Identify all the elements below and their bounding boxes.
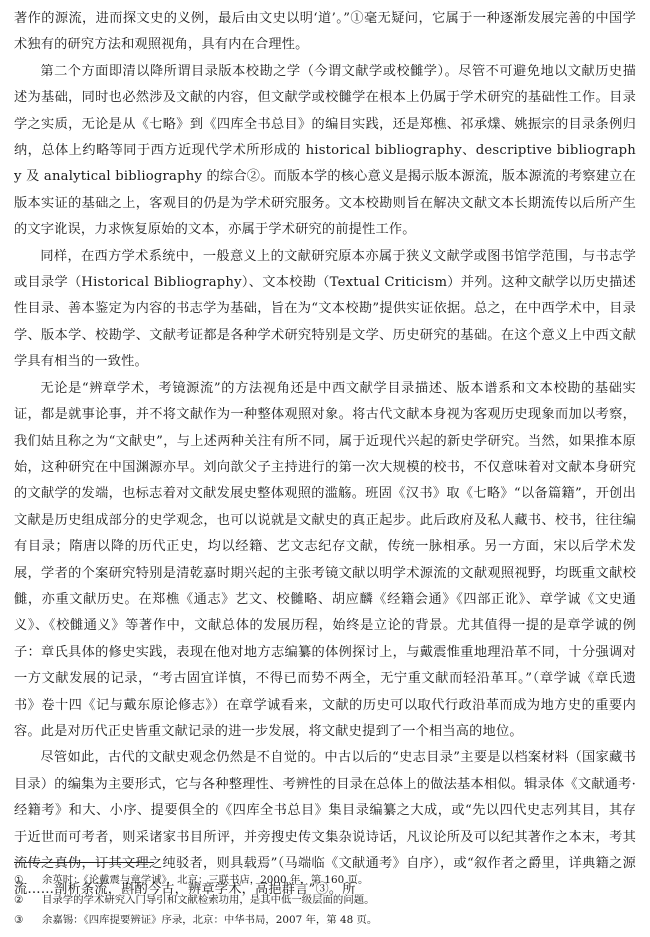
footnote-text: 余嘉锡：《四库提要辨证》序录，北京：中华书局，2007 年，第 48 页。 <box>42 914 378 926</box>
footnote-divider <box>14 862 154 863</box>
footnote-1 <box>14 870 636 890</box>
footnote-text: 目录学的学术研究入门导引和文献检索功用，是其中低一级层面的问题。 <box>42 894 375 906</box>
footnote-text: 余英时：《论戴震与章学诚》，北京：三联书店，2000 年，第 160 页。 <box>42 874 369 886</box>
paragraph-5: 尽管如此，古代的文献史观念仍然是不自觉的。中古以后的“史志目录”主要是以档案材料（国家藏书目录）的编集为主要形式，它与各种整理性、考辨性的目录在总体上的做法基本相似。辑录体《文献通考·经籍考》和大、小序、提要俱全的《四库全书总目》集目录编纂之大成，或“先以四代史志列其目，其存于近世而可考者，则采诸家书目所评，并旁搜史传文集杂说诗话，凡议论所及可以纪其著作之本末，考其流传之真伪，订其文理之纯驳者，则具载焉”（马端临《文献通考》自序），或“叙作者之爵里，详典籍之源流……剖析条流，斟酌今古，辨章学术，高挹群言”③。所 <box>14 750 636 898</box>
paragraph-1: 著作的源流，进而探文史的义例，最后由文史以明‘道’。”①毫无疑问，它属于一种逐渐发展完善的中国学术独有的研究方法和观照视角，具有内在合理性。 <box>14 11 636 53</box>
main-text <box>14 6 636 904</box>
footnote-2 <box>14 890 636 910</box>
paragraph-3: 同样，在西方学术系统中，一般意义上的文献研究原本亦属于狭义文献学或图书馆学范围，与书志学或目录学（Historical Bibliography）、文本校勘（Textual Criticism）并列。这种文献学以历史描述性目录、善本鉴定为内容的书志学为基础，旨在为“文本校勘”提供实证依据。总之，在中西学术中，目录学、版本学、校勘学、文献考证都是各种学术研究特别是文学、历史研究的基础。在这个意义上中西文献学具有相当的一致性。 <box>14 248 636 370</box>
paragraph-2: 第二个方面即清以降所谓目录版本校勘之学（今谓文献学或校雠学）。尽管不可避免地以文献历史描述为基础，同时也必然涉及文献的内容，但文献学或校雠学在根本上仍属于学术研究的基础性工作。目录学之实质，无论是从《七略》到《四库全书总目》的编目实践，还是郑樵、祁承㸁、姚振宗的目录条例归纳，总体上约略等同于西方近现代学术所形成的 historical bibliography、descriptive bibliography 及 analytical bibliography 的综合②。而版本学的核心意义是揭示版本源流，版本源流的考察建立在版本实证的基础之上，客观目的仍是为学术研究服务。文本校勘则旨在解决文献文本长期流传以后所产生的文字讹误，力求恢复原始的文本，亦属于学术研究的前提性工作。 <box>14 63 636 238</box>
footnote-mark: ② <box>14 894 24 906</box>
footnotes <box>14 870 636 930</box>
paragraph-4: 无论是“辨章学术，考镜源流”的方法视角还是中西文献学目录描述、版本谱系和文本校勘的基础实证，都是就事论事，并不将文献作为一种整体观照对象。将古代文献本身视为客观历史现象而加以考察，我们姑且称之为“文献史”，与上述两种关注有所不同，属于近现代兴起的新史学研究。当然，如果推本原始，这种研究在中国渊源亦早。刘向歆父子主持进行的第一次大规模的校书，不仅意味着对文献本身研究的文献学的发端，也标志着对文献发展史整体观照的滥觞。班固《汉书》取《七略》“以备篇籍”，开创出文献是历史组成部分的史学观念，也可以说就是文献史的真正起步。此后政府及私人藏书、校书，往往编有目录；隋唐以降的历代正史，均以经籍、艺文志纪存文献，传统一脉相承。另一方面，宋以后学术发展，学者的个案研究特别是清乾嘉时期兴起的主张考镜文献以明学术源流的文献观照视野，均既重文献校雠，亦重文献历史。在郑樵《通志》艺文、校雠略、胡应麟《经籍会通》《四部正讹》、章学诚《文史通义》、《校雠通义》等著作中，文献总体的发展历程，始终是立论的背景。尤其值得一提的是章学诚的例子：章氏具体的修史实践，表现在他对地方志编纂的体例探讨上，与戴震惟重地理沿革不同，十分强调对一方文献发展的记录，“考古固宜详慎，不得已而势不两全，无宁重文献而轻沿革耳。”（章学诚《章氏遗书》卷十四《记与戴东原论修志》）在章学诚看来，文献的历史可以取代行政沿革而成为地方史的重要内容。此是对历代正史皆重文献记录的进一步发展，将文献史提到了一个相当高的地位。 <box>14 380 636 739</box>
footnote-3 <box>14 910 636 930</box>
footnote-mark: ③ <box>14 914 24 926</box>
footnote-mark: ① <box>14 874 24 886</box>
